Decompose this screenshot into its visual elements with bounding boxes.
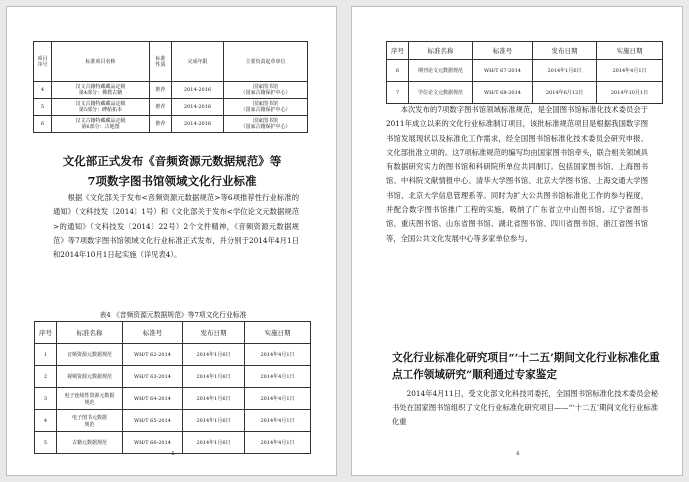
effective-date: 2014年4月1日 (245, 410, 311, 432)
standard-type: 推荐 (150, 99, 172, 116)
table-row (34, 116, 308, 133)
header-effective-date: 实施日期 (245, 322, 311, 344)
effective-date: 2014年4月1日 (245, 366, 311, 388)
serial-number: 7 (387, 82, 409, 104)
standard-name: 电子连续性资源元数据 规范 (57, 388, 123, 410)
table-row (35, 410, 311, 432)
standard-number: WH/T 65-2014 (123, 410, 183, 432)
release-date: 2014年1月6日 (183, 366, 245, 388)
header-responsible-unit: 主要负责起草单位 (224, 42, 308, 82)
article2-paragraph: 2014年4月11日，受文化部文化科技司委托，全国图书馆标准化技术委员会秘书处在国家图书馆组织了文化行业标准化研究项目——“‘十二五’期间文化行业标准化重 (392, 389, 658, 426)
completion-years: 2014-2016 (172, 116, 224, 133)
serial-number: 2 (35, 366, 57, 388)
article-paragraph: 本次发布的7项数字图书馆领域标准规范，是全国图书馆标准化技术委员会于2011年成立以来的文化行业标准制订项目，该批标准规范项目是根据我国数字图书馆发展现状以及标准化工作需求，经全国图书馆标准化技术委员会研究申报、文化部批准立项的。这7项标准规范的编写均由国家图书馆牵头，联合相关领域具有数据研究实力的图书馆和科研院所单位共同制订。包括国家图书馆、上海图书馆、中科院文献情报中心、清华大学图书馆、北京大学图书馆、上海交通大学图书馆、北京大学信息管理系等。同时为扩大公共图书馆标准化工作的参与程度，并配合数字图书馆推广工程的实施，吸纳了广东省立中山图书馆、辽宁省图书馆、重庆图书馆、山东省图书馆、湖北省图书馆、四川省图书馆、浙江省图书馆等，全国公共文化发展中心等多家单位参与。 (386, 105, 648, 243)
serial-number: 3 (35, 388, 57, 410)
table-row (35, 344, 311, 366)
serial-number: 6 (387, 60, 409, 82)
standards-table (34, 321, 311, 454)
right-page (351, 6, 683, 476)
standard-name: 学位论文元数据规范 (409, 82, 473, 104)
article-title: 文化部正式发布《音频资源元数据规范》等 7项数字图书馆领域文化行业标准 (62, 154, 282, 188)
standard-name: 视频资源元数据规范 (57, 366, 123, 388)
header-standard-type: 标准 性质 (150, 42, 172, 82)
standard-number: WH/T 63-2014 (123, 366, 183, 388)
project-table (33, 41, 308, 133)
table-row (387, 82, 663, 104)
release-date: 2014年1月6日 (183, 344, 245, 366)
header-serial: 序号 (387, 42, 409, 60)
header-standard-number: 标准号 (123, 322, 183, 344)
header-project-name: 标准项目名称 (52, 42, 150, 82)
standard-number: WH/T 66-2014 (123, 432, 183, 454)
header-effective-date: 实施日期 (597, 42, 663, 60)
header-standard-name: 标准名称 (57, 322, 123, 344)
release-date: 2014年6月12日 (533, 82, 597, 104)
serial-number: 1 (35, 344, 57, 366)
row-number: 5 (34, 99, 52, 116)
effective-date: 2014年4月1日 (245, 344, 311, 366)
responsible-unit: 国家图书馆 （国家古籍保护中心） (224, 116, 308, 133)
standard-name: 期刊论文元数据规范 (409, 60, 473, 82)
standard-number: WH/T 67-2014 (473, 60, 533, 82)
header-release-date: 发布日期 (183, 322, 245, 344)
table-row (387, 60, 663, 82)
standards-table-continued (386, 41, 663, 104)
standards-table-header-row (35, 322, 311, 344)
effective-date: 2014年10月1日 (597, 82, 663, 104)
table-row (35, 366, 311, 388)
page-number: 6 (516, 451, 520, 457)
table-row (34, 82, 308, 99)
header-completion-years: 完成年限 (172, 42, 224, 82)
standard-number: WH/T 68-2014 (473, 82, 533, 104)
release-date: 2014年1月6日 (183, 432, 245, 454)
responsible-unit: 国家图书馆 （国家古籍保护中心） (224, 99, 308, 116)
header-standard-number: 标准号 (473, 42, 533, 60)
standard-name: 电子图书元数据 规范 (57, 410, 123, 432)
standard-name: 古籍元数据规范 (57, 432, 123, 454)
serial-number: 4 (35, 410, 57, 432)
header-serial: 序号 (35, 322, 57, 344)
standard-type: 推荐 (150, 82, 172, 99)
project-name: 汉文古籍特藏藏品定级 第5部分：碑帖拓本 (52, 99, 150, 116)
project-table-header-row (34, 42, 308, 82)
release-date: 2014年1月6日 (533, 60, 597, 82)
project-name: 汉文古籍特藏藏品定级 第6部分：古地图 (52, 116, 150, 133)
row-number: 4 (34, 82, 52, 99)
serial-number: 5 (35, 432, 57, 454)
page-number: 5 (171, 451, 175, 457)
release-date: 2014年1月6日 (183, 388, 245, 410)
table-row (35, 388, 311, 410)
effective-date: 2014年4月1日 (245, 388, 311, 410)
header-standard-name: 标准名称 (409, 42, 473, 60)
header-release-date: 发布日期 (533, 42, 597, 60)
standard-type: 推荐 (150, 116, 172, 133)
effective-date: 2014年4月1日 (245, 432, 311, 454)
standard-name: 音频资源元数据规范 (57, 344, 123, 366)
completion-years: 2014-2016 (172, 82, 224, 99)
standards-table-header-row (387, 42, 663, 60)
row-number: 6 (34, 116, 52, 133)
table-row (34, 99, 308, 116)
standard-number: WH/T 62-2014 (123, 344, 183, 366)
article-paragraph: 根据《文化部关于发布<音频资源元数据规范>等6项推荐性行业标准的通知》（文科技发〔2014〕1号）和《文化部关于发布<学位论文元数据规范>的通知》（文科技发〔2014〕22号）2个文件精神，《音频资源元数据规范》等7项数字图书馆领域文化行业标准正式发布，并分别于2014年4月1日和2014年10月1日起实施（详见表4）。 (53, 193, 299, 260)
effective-date: 2014年4月1日 (597, 60, 663, 82)
completion-years: 2014-2016 (172, 99, 224, 116)
table-caption: 表4 《音频资源元数据规范》等7项文化行业标准 (99, 311, 247, 319)
project-name: 汉文古籍特藏藏品定级 第4部分：佛教古籍 (52, 82, 150, 99)
header-project-number: 项目 序号 (34, 42, 52, 82)
release-date: 2014年1月6日 (183, 410, 245, 432)
left-page (6, 6, 337, 476)
article2-title: 文化行业标准化研究项目“‘十二五’期间文化行业标准化重点工作领域研究”顺利通过专家鉴定 (392, 352, 660, 381)
responsible-unit: 国家图书馆 （国家古籍保护中心） (224, 82, 308, 99)
standard-number: WH/T 64-2014 (123, 388, 183, 410)
